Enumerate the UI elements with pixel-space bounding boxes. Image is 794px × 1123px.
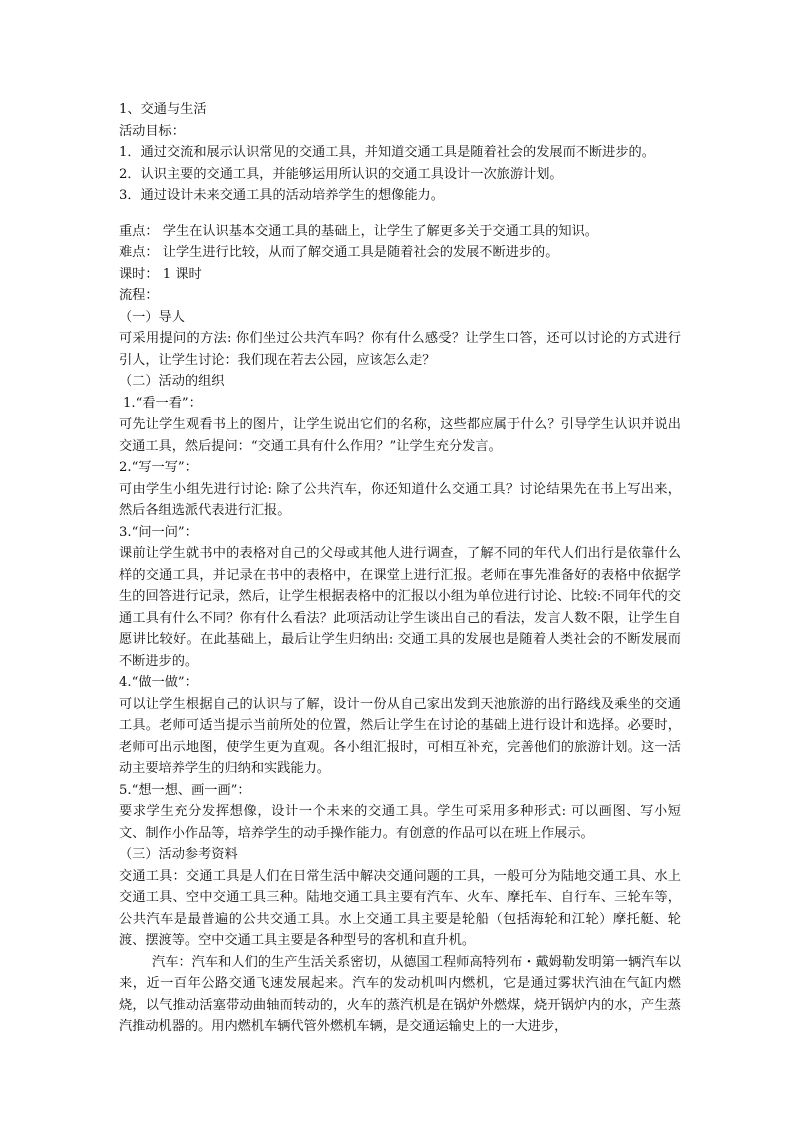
section-heading: （一）导人 (119, 309, 185, 325)
process-label: 流程： (119, 288, 159, 303)
document-title: 1、交通与生活 (119, 102, 207, 117)
goal-item: 1．通过交流和展示认识常见的交通工具，并知道交通工具是随着社会的发展而不断进步的。 (119, 145, 655, 160)
section-paragraph: 可采用提问的方法: 你们坐过公共汽车吗？你有什么感受？让学生口答，还可以讨论的方式进行引人，让学生讨论：我们现在若去公园，应该怎么走？ (119, 331, 681, 368)
activity-paragraph: 可以让学生根据自己的认识与了解，设计一份从自己家出发到天池旅游的出行路线及乘坐的交通工具。老师可适当提示当前所处的位置，然后让学生在讨论的基础上进行设计和选择。必要时，老师可出示地图，使学生更为直观。各小组汇报时，可相互补充，完善他们的旅游计划。这一活动主要培养学生的归纳和实践能力。 (119, 696, 681, 776)
document-page (119, 99, 681, 1038)
goals-label: 活动目标： (119, 123, 185, 139)
activity-heading: 4.“做一做”： (119, 675, 198, 690)
key-point: 重点： 学生在认识基本交通工具的基础上，让学生了解更多关于交通工具的知识。 (119, 223, 598, 239)
section-heading: （三）活动参考资料 (119, 847, 238, 862)
activity-heading: 1.“看一看”： (123, 395, 202, 411)
activity-paragraph: 课前让学生就书中的表格对自己的父母或其他人进行调查，了解不同的年代人们出行是依靠什么样的交通工具，并记录在书中的表格中，在课堂上进行汇报。老师在事先准备好的表格中依据学生的回答进行记录，然后，让学生根据表格中的汇报以小组为单位进行讨论、比较:不同年代的交通工具有什么不同？你有什么看法？此项活动让学生谈出自己的看法，发言人数不限，让学生自愿讲比较好。在此基础上，最后让学生归纳出: 交通工具的发展也是随着人类社会的不断发展而不断进步的。 (119, 546, 681, 669)
section-heading: （二）活动的组织 (119, 374, 225, 389)
reference-paragraph: 交通工具：交通工具是人们在日常生活中解决交通问题的工具，一般可分为陆地交通工具、水上交通工具、空中交通工具三种。陆地交通工具主要有汽车、火车、摩托车、自行车、三轮车等，公共汽车是最普遍的公共交通工具。水上交通工具主要是轮船（包括海轮和江轮）摩托艇、轮渡、摆渡等。空中交通工具主要是各种型号的客机和直升机。 (119, 868, 681, 948)
activity-heading: 5.“想一想、画一画”： (119, 782, 251, 798)
goal-item: 2．认识主要的交通工具，并能够运用所认识的交通工具设计一次旅游计划。 (119, 166, 563, 182)
class-hours: 课时： 1 课时 (119, 266, 202, 282)
difficulty: 难点： 让学生进行比较，从而了解交通工具是随着社会的发展不断进步的。 (119, 245, 559, 260)
activity-heading: 3.“问一问”： (119, 524, 198, 540)
goal-item: 3．通过设计未来交通工具的活动培养学生的想像能力。 (119, 188, 444, 203)
spacer (119, 207, 681, 221)
activity-paragraph: 要求学生充分发挥想像，设计一个未来的交通工具。学生可采用多种形式: 可以画图、写小短文、制作小作品等，培养学生的动手操作能力。有创意的作品可以在班上作展示。 (119, 804, 681, 841)
activity-paragraph: 可先让学生观看书上的图片，让学生说出它们的名称，这些都应属于什么？引导学生认识并说出交通工具，然后提问：“交通工具有什么作用？”让学生充分发言。 (119, 417, 681, 454)
car-paragraph: 汽车：汽车和人们的生产生活关系密切，从德国工程师高特列布・戴姆勒发明第一辆汽车以来，近一百年公路交通飞速发展起来。汽车的发动机叫内燃机，它是通过雾状汽油在气缸内燃烧，以气推动活塞带动曲轴而转动的，火车的蒸汽机是在锅炉外燃煤，烧开锅炉内的水，产生蒸汽推动机器的。用内燃机车辆代管外燃机车辆，是交通运输史上的一大进步， (119, 954, 681, 1034)
activity-paragraph: 可由学生小组先进行讨论: 除了公共汽车，你还知道什么交通工具？讨论结果先在书上写出来，然后各组选派代表进行汇报。 (119, 481, 681, 518)
activity-heading: 2.“写一写”： (119, 460, 198, 475)
